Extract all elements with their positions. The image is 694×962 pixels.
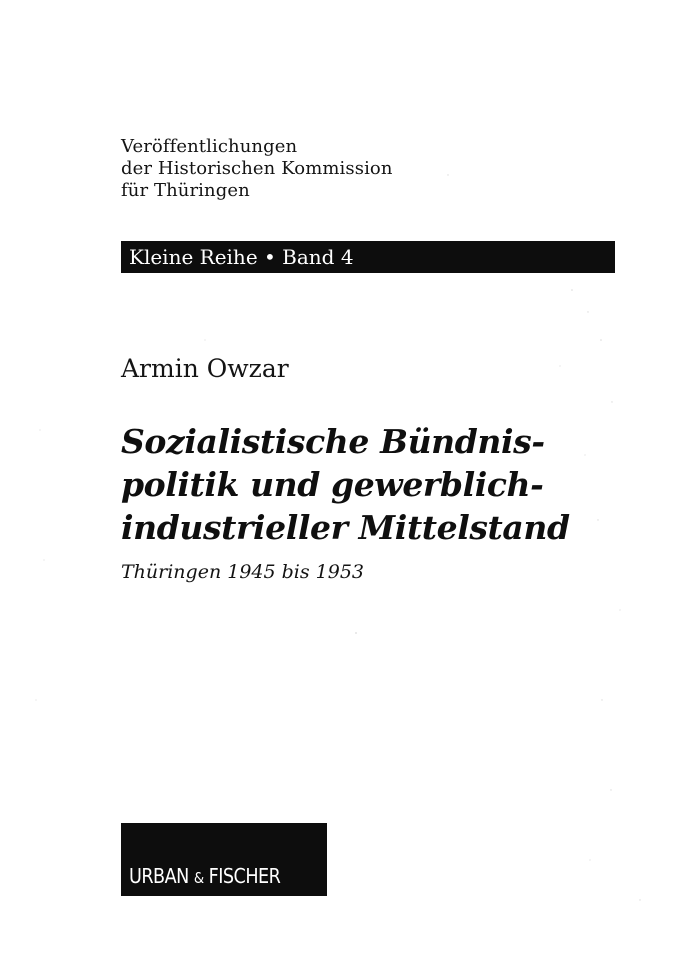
publisher-name-part: FISCHER bbox=[203, 864, 281, 888]
publisher-logo bbox=[121, 823, 327, 896]
author-name: Armin Owzar bbox=[121, 354, 289, 383]
series-band-label: Kleine Reihe • Band 4 bbox=[129, 245, 354, 269]
title-line: politik und gewerblich- bbox=[121, 465, 544, 504]
book-subtitle: Thüringen 1945 bis 1953 bbox=[121, 561, 365, 583]
series-line: Veröffentlichungen bbox=[121, 136, 298, 157]
title-line: Sozialistische Bündnis- bbox=[121, 422, 545, 461]
series-band-bar bbox=[121, 241, 615, 273]
series-heading bbox=[121, 136, 393, 202]
publisher-name-part: URBAN bbox=[129, 864, 194, 888]
series-line: der Historischen Kommission bbox=[121, 158, 393, 179]
publisher-ampersand: & bbox=[193, 869, 204, 887]
publisher-name bbox=[129, 864, 280, 890]
title-line: industrieller Mittelstand bbox=[121, 508, 570, 547]
series-line: für Thüringen bbox=[121, 180, 250, 201]
book-title bbox=[121, 420, 570, 549]
